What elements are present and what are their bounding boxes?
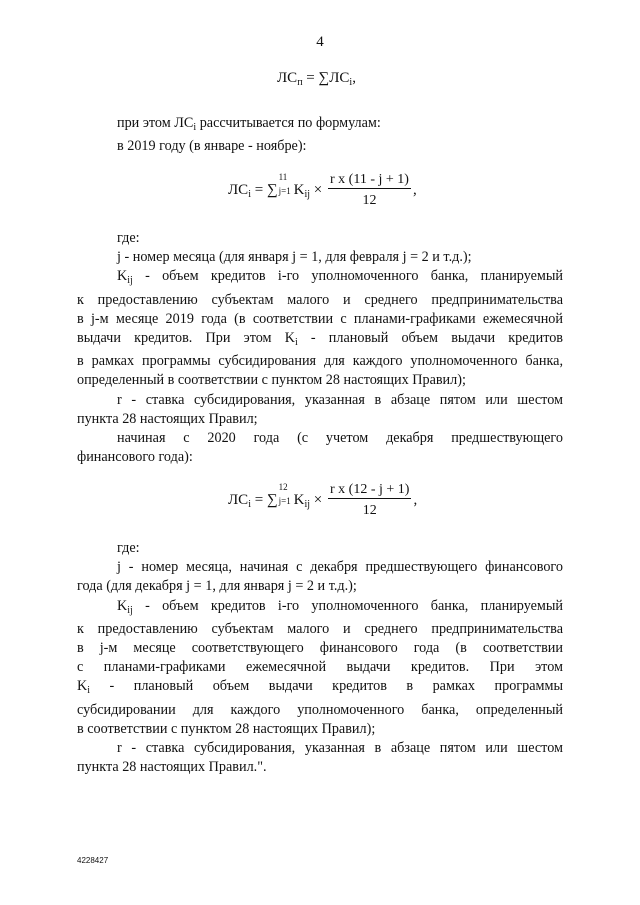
- r-definition: r - ставка субсидирования, указанная в абзаце пятом или шестом: [117, 391, 563, 408]
- k-definition: $K_{ij}$ - объем кредитов i-го уполномоченного банка, планируемый: [117, 268, 563, 287]
- page-number: 4: [316, 34, 324, 50]
- definitions-2019: где: j - номер месяца (для января j = 1, для февраля j = 2 и т.д.); $K_{ij}$ - объем кредитов i-го уполномоченного банка, планируемый к предоставлению субъектам малого и среднего предпринимательства в j-м месяце 2019 года (в соответствии с планами-графиками ежемесячной выдачи кредитов. При этом $K_i$ - плановый объем выдачи кредитов в рамках программы субсидирования для каждого уполномоченного банка, определенный в соответствии с пунктом 28 настоящих Правил); r - ставка субсидирования, указанная в абзаце пятом или шестом пункта 28 настоящих Правил; начиная с 2020 года (с учетом декабря предшествующего финансового года):: [77, 230, 563, 466]
- k-definition-2: $K_{ij}$ - объем кредитов i-го уполномоченного банка, планируемый: [117, 597, 563, 616]
- where-label: где:: [117, 230, 140, 246]
- definitions-2020: где: j - номер месяца, начиная с декабря предшествующего финансового года (для декабря j = 1, для января j = 2 и т.д.); $K_{ij}$ - объем кредитов i-го уполномоченного банка, планируемый к предоставлению субъектам малого и среднего предпринимательства в j-м месяце соответствующего финансового года (в соответствии с планами-графиками ежемесячной выдачи кредитов. При этом $K_i$ - плановый объем выдачи кредитов в рамках программы субсидировании для каждого уполномоченного банка, определенный в соответствии с пунктом 28 настоящих Правил); r - ставка субсидирования, указанная в абзаце пятом или шестом пункта 28 настоящих Правил.".: [77, 540, 563, 776]
- from-2020: начиная с 2020 года (с учетом декабря предшествующего: [117, 430, 563, 447]
- r-definition-2: r - ставка субсидирования, указанная в абзаце пятом или шестом: [117, 740, 563, 757]
- j-definition-2: j - номер месяца, начиная с декабря предшествующего финансового: [117, 559, 563, 576]
- j-definition: j - номер месяца (для января j = 1, для февраля j = 2 и т.д.);: [117, 249, 472, 266]
- formula-lsn: $ЛС_п = \sum ЛС_i$,: [277, 70, 356, 88]
- formula-lsi-2019: $ЛС_i$ = ∑ 11 j=1 $K_{ij}$ × $\frac{\text{r x (11 - j + 1)}}{12}$ ,: [228, 171, 417, 208]
- fraction-2019: $\frac{\text{r x (11 - j + 1)}}{12}$: [330, 172, 409, 208]
- document-code: 4228427: [77, 856, 109, 865]
- intro-paragraph: при этом $ЛС_i$ рассчитывается по формулам: в 2019 году (в январе - ноябре):: [117, 115, 381, 155]
- formula-lsi-2020: $ЛС_i$ = ∑ 12 j=1 $K_{ij}$ × $\frac{\text{r x (12 - j + 1)}}{12}$ ,: [228, 481, 418, 518]
- where-label-2: где:: [117, 540, 140, 556]
- fraction-2020: $\frac{\text{r x (12 - j + 1)}}{12}$: [330, 482, 410, 518]
